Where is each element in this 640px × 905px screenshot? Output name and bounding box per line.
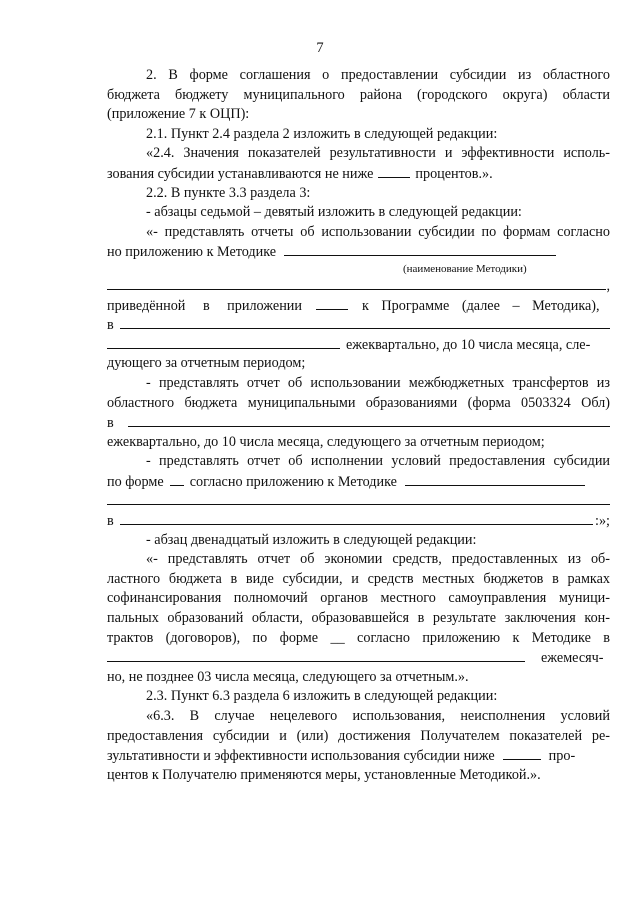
text-fragment: в <box>107 513 114 530</box>
text-line <box>107 242 610 262</box>
blank-field <box>503 746 541 760</box>
text-fragment: в <box>107 317 114 334</box>
methodology-name-field <box>284 242 556 256</box>
blank-field <box>405 472 585 486</box>
blank-field <box>107 276 606 290</box>
text-fragment: согласно приложению к Методике <box>189 473 397 490</box>
text-line: ластного бюджета в виде субсидии, и средств местных бюджетов в рамках <box>107 570 610 587</box>
text-fragment: , <box>606 277 610 294</box>
blank-field <box>107 491 610 505</box>
text-line <box>107 746 610 766</box>
text-line: - представлять отчет об использовании межбюджетных трансфертов из <box>146 374 610 391</box>
field-caption: (наименование Методики) <box>403 262 527 275</box>
text-fragment: зультативности и эффективности использования субсидии ниже <box>107 748 495 765</box>
page-number: 7 <box>316 40 324 56</box>
blank-field <box>107 335 340 349</box>
text-fragment: про- <box>548 748 576 765</box>
text-line: «2.4. Значения показателей результативности и эффективности исполь- <box>146 145 610 162</box>
text-line: «- представлять отчеты об использовании субсидии по формам согласно <box>146 223 610 240</box>
text-fragment: ежемесяч- <box>541 650 604 667</box>
text-line: ежеквартально, до 10 числа месяца, следующего за отчетным периодом; <box>107 433 545 450</box>
text-line: трактов (договоров), по форме __ согласно приложению к Методике в <box>107 629 610 646</box>
text-fragment: по форме <box>107 473 164 490</box>
text-line <box>107 413 610 433</box>
text-line: «6.3. В случае нецелевого использования, неисполнения условий <box>146 708 610 724</box>
text-line: софинансирования полномочий органов местного самоуправления муници- <box>107 590 610 607</box>
text-fragment: процентов.». <box>415 165 493 182</box>
text-line: бюджета бюджету муниципального района (городского округа) области <box>107 86 610 103</box>
blank-field <box>170 472 184 486</box>
text-line <box>107 315 610 335</box>
blank-field <box>316 296 348 310</box>
text-line: областного бюджета муниципальными образованиями (форма 0503324 Обл) <box>107 394 610 411</box>
text-line: дующего за отчетным периодом; <box>107 355 306 372</box>
blank-field <box>128 413 610 427</box>
blank-field <box>120 511 593 525</box>
text-fragment: к Программе (далее – Методика), <box>361 297 600 314</box>
text-line: центов к Получателю применяются меры, установленные Методикой.». <box>107 766 541 783</box>
text-line <box>107 511 610 531</box>
text-line: 2.1. Пункт 2.4 раздела 2 изложить в следующей редакции: <box>146 125 498 142</box>
text-fragment: зования субсидии устанавливаются не ниже <box>107 165 374 182</box>
text-line <box>107 276 610 296</box>
text-line <box>107 648 610 668</box>
text-line <box>107 491 610 511</box>
text-line: 2. В форме соглашения о предоставлении субсидии из областного <box>146 67 610 83</box>
text-line: предоставления субсидии и (или) достижения Получателем показателей ре- <box>107 727 610 744</box>
text-line: 2.3. Пункт 6.3 раздела 6 изложить в следующей редакции: <box>146 688 498 705</box>
text-line: - представлять отчет об исполнении условий предоставления субсидии <box>146 453 610 470</box>
text-line: (приложение 7 к ОЦП): <box>107 106 250 123</box>
blank-field <box>107 648 525 662</box>
text-line: пальных образований области, образовавшейся в результате заключения кон- <box>107 610 610 627</box>
blank-field <box>378 164 410 178</box>
blank-field <box>120 315 610 329</box>
text-line <box>107 296 610 316</box>
text-fragment: ежеквартально, до 10 числа месяца, сле- <box>346 336 591 353</box>
text-fragment: в <box>107 415 114 432</box>
text-fragment: :»; <box>595 513 610 530</box>
text-line: - абзац двенадцатый изложить в следующей редакции: <box>146 531 477 548</box>
text-fragment: но приложению к Методике <box>107 244 277 261</box>
text-fragment: приведённой в приложении <box>107 297 302 314</box>
text-line: 2.2. В пункте 3.3 раздела 3: <box>146 184 311 201</box>
text-line: - абзацы седьмой – девятый изложить в следующей редакции: <box>146 204 522 221</box>
text-line: но, не позднее 03 числа месяца, следующего за отчетным.». <box>107 668 469 685</box>
document-body <box>107 66 610 785</box>
text-line <box>107 472 610 492</box>
text-line <box>107 335 610 355</box>
text-line: «- представлять отчет об экономии средств, предоставленных из об- <box>146 551 610 568</box>
text-line <box>107 164 610 184</box>
